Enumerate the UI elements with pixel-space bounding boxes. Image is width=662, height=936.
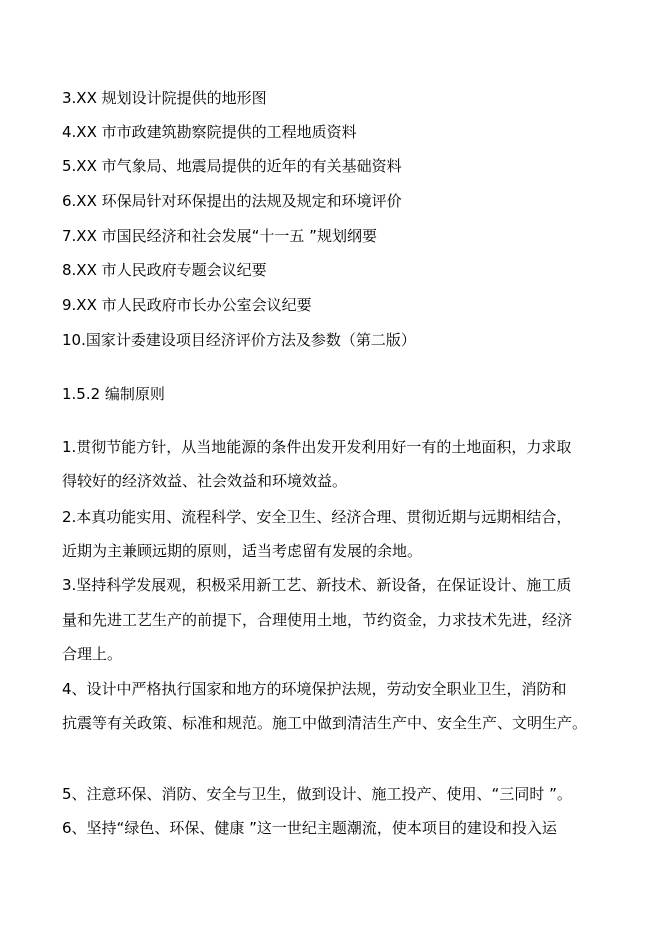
reference-item-5: 5.XX 市气象局、地震局提供的近年的有关基础资料 [62,157,402,175]
principle-line: 近期为主兼顾远期的原则，适当考虑留有发展的余地。 [62,542,423,560]
principle-line: 5、注意环保、消防、安全与卫生，做到设计、施工投产、使用、“三同时 ”。 [62,785,572,803]
reference-item-4: 4.XX 市市政建筑勘察院提供的工程地质资料 [62,123,357,141]
principle-line: 2.本真功能实用、流程科学、安全卫生、经济合理、贯彻近期与远期相结合， [62,508,572,526]
reference-item-8: 8.XX 市人民政府专题会议纪要 [62,261,267,279]
principle-line: 量和先进工艺生产的前提下，合理使用土地，节约资金，力求技术先进，经济 [62,611,573,629]
principle-line: 得较好的经济效益、社会效益和环境效益。 [62,472,348,490]
principle-line: 1.贯彻节能方针，从当地能源的条件出发开发利用好一有的土地面积，力求取 [62,438,572,456]
reference-item-9: 9.XX 市人民政府市长办公室会议纪要 [62,296,312,314]
reference-item-10: 10.国家计委建设项目经济评价方法及参数（第二版） [62,331,416,349]
principle-line: 4、设计中严格执行国家和地方的环境保护法规，劳动安全职业卫生，消防和 [62,680,567,698]
reference-item-3: 3.XX 规划设计院提供的地形图 [62,89,267,107]
principle-line: 3.坚持科学发展观，积极采用新工艺、新技术、新设备，在保证设计、施工质 [62,576,572,594]
reference-item-7: 7.XX 市国民经济和社会发展“十一五 ”规划纲要 [62,227,377,245]
section-heading: 1.5.2 编制原则 [62,385,165,403]
principle-line: 合理上。 [62,645,123,663]
principle-line: 6、坚持“绿色、环保、健康 ”这一世纪主题潮流，使本项目的建设和投入运 [62,819,557,837]
reference-item-6: 6.XX 环保局针对环保提出的法规及规定和环境评价 [62,192,402,210]
principle-line: 抗震等有关政策、标准和规范。施工中做到清洁生产中、安全生产、文明生产。 [62,714,588,732]
